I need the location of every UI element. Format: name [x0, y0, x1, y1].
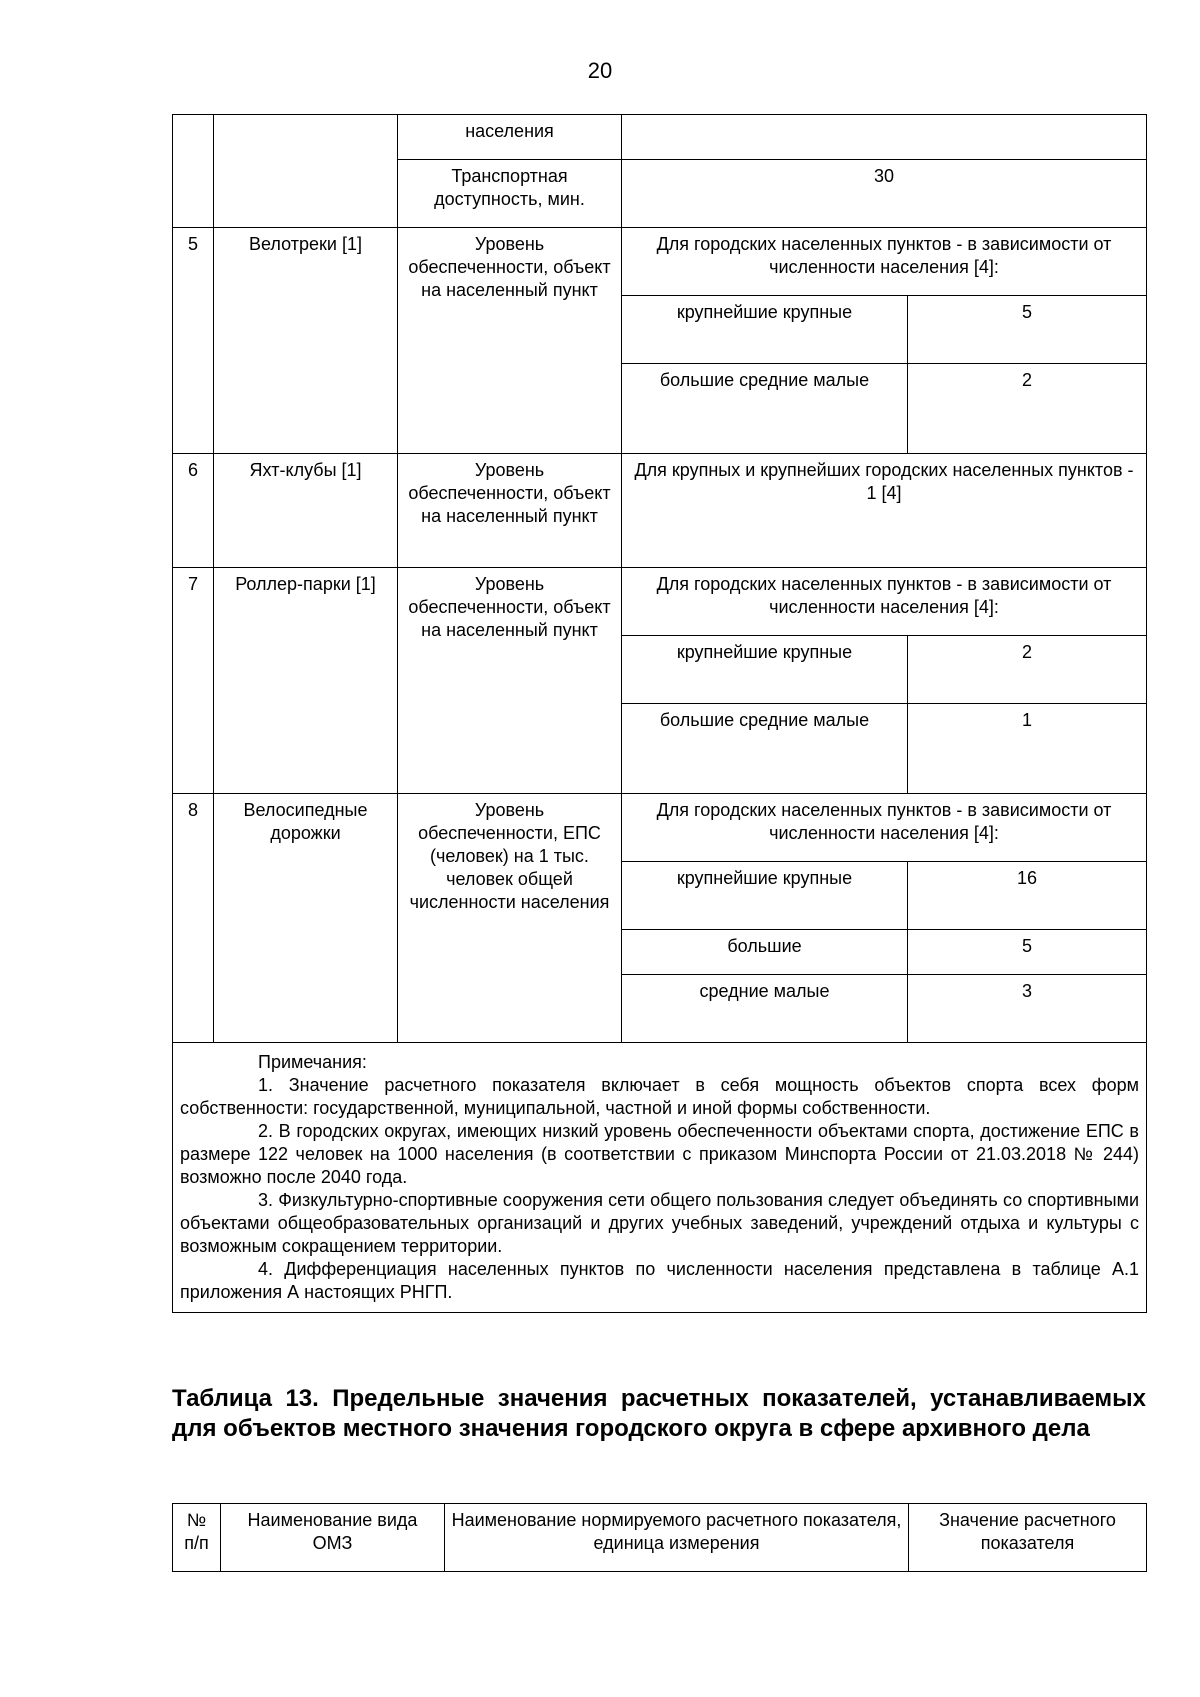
indicator-cell: населения: [398, 115, 622, 160]
column-header-indicator: Наименование нормируемого расчетного показателя, единица измерения: [445, 1504, 909, 1572]
indicator-cell: Уровень обеспеченности, объект на населенный пункт: [398, 568, 622, 794]
value-cell: 3: [908, 975, 1147, 1043]
sports-facilities-table: [172, 114, 1147, 1313]
column-header-number: № п/п: [173, 1504, 221, 1572]
indicator-cell: Уровень обеспеченности, ЕПС (человек) на 1 тыс. человек общей численности населения: [398, 794, 622, 1043]
note-item: 4. Дифференциация населенных пунктов по численности населения представлена в таблице А.1 приложения А настоящих РНГП.: [180, 1259, 1139, 1302]
settlement-category: крупнейшие крупные: [622, 862, 908, 930]
value-header: Для крупных и крупнейших городских населенных пунктов - 1 [4]: [622, 454, 1147, 568]
settlement-category: большие: [622, 930, 908, 975]
page-number: 20: [587, 58, 613, 83]
value-header: Для городских населенных пунктов - в зависимости от численности населения [4]:: [622, 568, 1147, 636]
notes-title: Примечания:: [258, 1052, 367, 1072]
table-13-header: [172, 1503, 1147, 1572]
row-number: 7: [173, 568, 214, 794]
note-item: 2. В городских округах, имеющих низкий уровень обеспеченности объектами спорта, достижение ЕПС в размере 122 человек на 1000 населения (в соответствии с приказом Минспорта России от 21.03.2018 № 244) возможно после 2040 года.: [180, 1121, 1139, 1187]
value-cell: 2: [908, 364, 1147, 454]
settlement-category: большие средние малые: [622, 704, 908, 794]
value-cell: 30: [622, 160, 1147, 228]
facility-name: Яхт-клубы [1]: [214, 454, 398, 568]
row-number: 5: [173, 228, 214, 454]
indicator-cell: Уровень обеспеченности, объект на населенный пункт: [398, 454, 622, 568]
note-item: 1. Значение расчетного показателя включает в себя мощность объектов спорта всех форм собственности: государственной, муниципальной, частной и иной формы собственности.: [180, 1075, 1139, 1118]
indicator-cell: Уровень обеспеченности, объект на населенный пункт: [398, 228, 622, 454]
value-header: Для городских населенных пунктов - в зависимости от численности населения [4]:: [622, 794, 1147, 862]
row-number: 6: [173, 454, 214, 568]
row-number: 8: [173, 794, 214, 1043]
facility-name: Велотреки [1]: [214, 228, 398, 454]
settlement-category: большие средние малые: [622, 364, 908, 454]
value-cell: 5: [908, 296, 1147, 364]
value-header: Для городских населенных пунктов - в зависимости от численности населения [4]:: [622, 228, 1147, 296]
table-13-caption: Таблица 13. Предельные значения расчетных показателей, устанавливаемых для объектов местного значения городского округа в сфере архивного дела: [172, 1385, 1146, 1442]
note-item: 3. Физкультурно-спортивные сооружения сети общего пользования следует объединять со спортивными объектами общеобразовательных организаций и других учебных заведений, учреждений отдыха и культуры с возможным сокращением территории.: [180, 1190, 1139, 1256]
empty-num-cell: [173, 115, 214, 228]
value-cell: [622, 115, 1147, 160]
column-header-omz: Наименование вида ОМЗ: [221, 1504, 445, 1572]
settlement-category: крупнейшие крупные: [622, 296, 908, 364]
value-cell: 5: [908, 930, 1147, 975]
empty-name-cell: [214, 115, 398, 228]
notes-block: [173, 1043, 1147, 1313]
settlement-category: крупнейшие крупные: [622, 636, 908, 704]
value-cell: 1: [908, 704, 1147, 794]
facility-name: Велосипедные дорожки: [214, 794, 398, 1043]
facility-name: Роллер-парки [1]: [214, 568, 398, 794]
column-header-value: Значение расчетного показателя: [909, 1504, 1147, 1572]
value-cell: 16: [908, 862, 1147, 930]
indicator-cell: Транспортная доступность, мин.: [398, 160, 622, 228]
value-cell: 2: [908, 636, 1147, 704]
settlement-category: средние малые: [622, 975, 908, 1043]
